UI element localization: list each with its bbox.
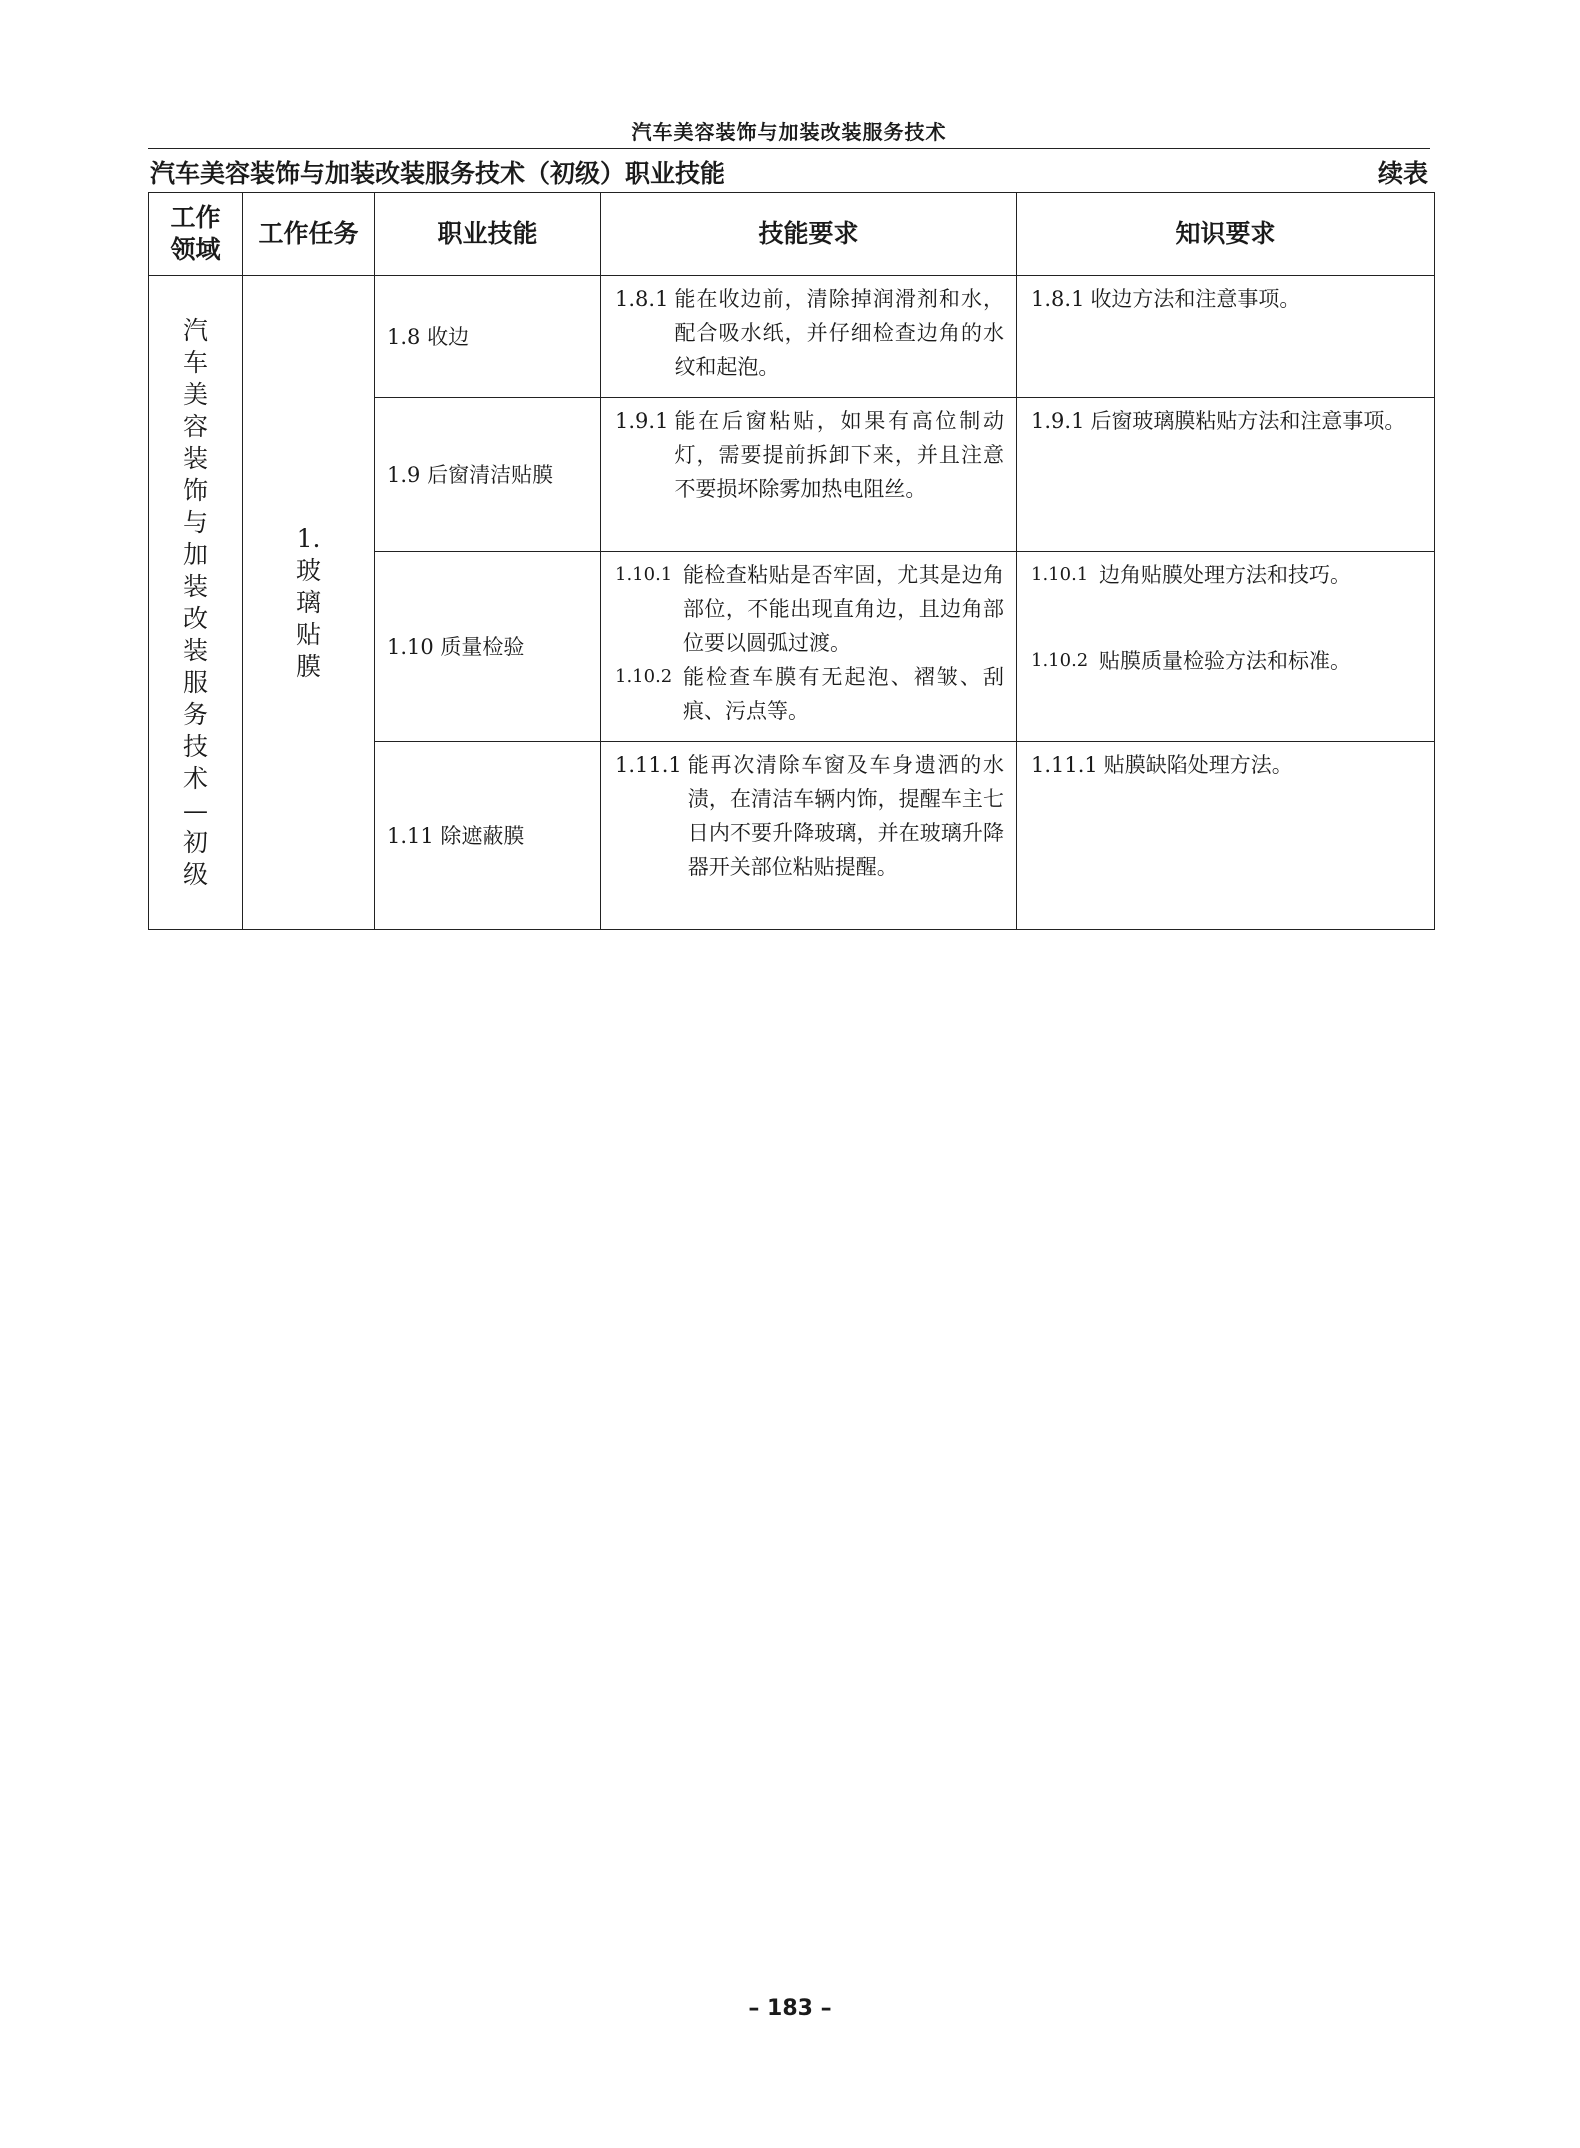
knowledge-number: 1.11.1 (1031, 753, 1098, 777)
requirement-number: 1.10.2 (615, 666, 673, 687)
table-row (149, 276, 1435, 398)
requirement-number: 1.9.1 (615, 409, 669, 433)
knowledge-text: 边角贴膜处理方法和技巧。 (1099, 563, 1351, 587)
skill-cell: 1.8 收边 (375, 276, 601, 398)
knowledge-item (1031, 644, 1422, 678)
running-header: 汽车美容装饰与加装改装服务技术 (631, 120, 947, 144)
knowledge-item (1031, 558, 1422, 592)
knowledge-number: 1.9.1 (1031, 409, 1085, 433)
header-skill-requirements: 技能要求 (601, 193, 1017, 276)
knowledge-text: 贴膜缺陷处理方法。 (1103, 753, 1293, 777)
knowledge-item (1031, 404, 1422, 438)
requirement-text: 能在后窗粘贴，如果有高位制动灯，需要提前拆卸下来，并且注意不要损坏除雾加热电阻丝。 (674, 409, 1004, 501)
table-continued-label: 续表 (1377, 159, 1428, 188)
knowledge-item (1031, 748, 1422, 782)
knowledge-number: 1.10.1 (1031, 564, 1089, 585)
skill-requirement-cell (601, 742, 1017, 930)
domain-text: 汽车美容装饰与加装改装服务技术—初级 (183, 315, 209, 889)
requirement-item (615, 558, 1004, 660)
knowledge-requirement-cell (1017, 276, 1435, 398)
table-title: 汽车美容装饰与加装改装服务技术（初级）职业技能 (150, 159, 726, 188)
skill-requirement-cell (601, 276, 1017, 398)
knowledge-requirement-cell (1017, 398, 1435, 552)
requirement-item (615, 282, 1004, 384)
skill-cell: 1.11 除遮蔽膜 (375, 742, 601, 930)
requirement-number: 1.11.1 (615, 753, 682, 777)
requirement-text: 能再次清除车窗及车身遗洒的水渍，在清洁车辆内饰，提醒车主七日内不要升降玻璃，并在玻璃升降器开关部位粘贴提醒。 (687, 753, 1004, 879)
page-number: – 183 – (748, 1996, 832, 2021)
task-name: 玻璃贴膜 (296, 555, 322, 681)
skill-requirement-cell (601, 552, 1017, 742)
requirement-number: 1.10.1 (615, 564, 673, 585)
table-header-row (149, 193, 1435, 276)
requirement-item (615, 748, 1004, 884)
header-skill: 职业技能 (375, 193, 601, 276)
domain-cell (149, 276, 243, 930)
requirement-text: 能检查粘贴是否牢固，尤其是边角部位，不能出现直角边，且边角部位要以圆弧过渡。 (683, 563, 1004, 655)
knowledge-number: 1.8.1 (1031, 287, 1085, 311)
knowledge-item (1031, 282, 1422, 316)
skill-cell: 1.9 后窗清洁贴膜 (375, 398, 601, 552)
requirement-text: 能检查车膜有无起泡、褶皱、刮痕、污点等。 (683, 665, 1004, 723)
header-task: 工作任务 (243, 193, 375, 276)
knowledge-requirement-cell (1017, 552, 1435, 742)
skill-cell: 1.10 质量检验 (375, 552, 601, 742)
skill-requirement-cell (601, 398, 1017, 552)
requirement-item (615, 660, 1004, 728)
header-domain: 工作领域 (149, 193, 243, 276)
task-number: 1. (296, 523, 321, 553)
knowledge-text: 后窗玻璃膜粘贴方法和注意事项。 (1090, 409, 1406, 433)
requirement-text: 能在收边前，清除掉润滑剂和水，配合吸水纸，并仔细检查边角的水纹和起泡。 (674, 287, 1004, 379)
skills-table (148, 192, 1435, 930)
knowledge-requirement-cell (1017, 742, 1435, 930)
header-rule (148, 148, 1430, 149)
task-cell (243, 276, 375, 930)
requirement-number: 1.8.1 (615, 287, 669, 311)
knowledge-number: 1.10.2 (1031, 650, 1089, 671)
requirement-item (615, 404, 1004, 506)
header-knowledge-requirements: 知识要求 (1017, 193, 1435, 276)
knowledge-text: 贴膜质量检验方法和标准。 (1099, 649, 1351, 673)
knowledge-text: 收边方法和注意事项。 (1090, 287, 1301, 311)
